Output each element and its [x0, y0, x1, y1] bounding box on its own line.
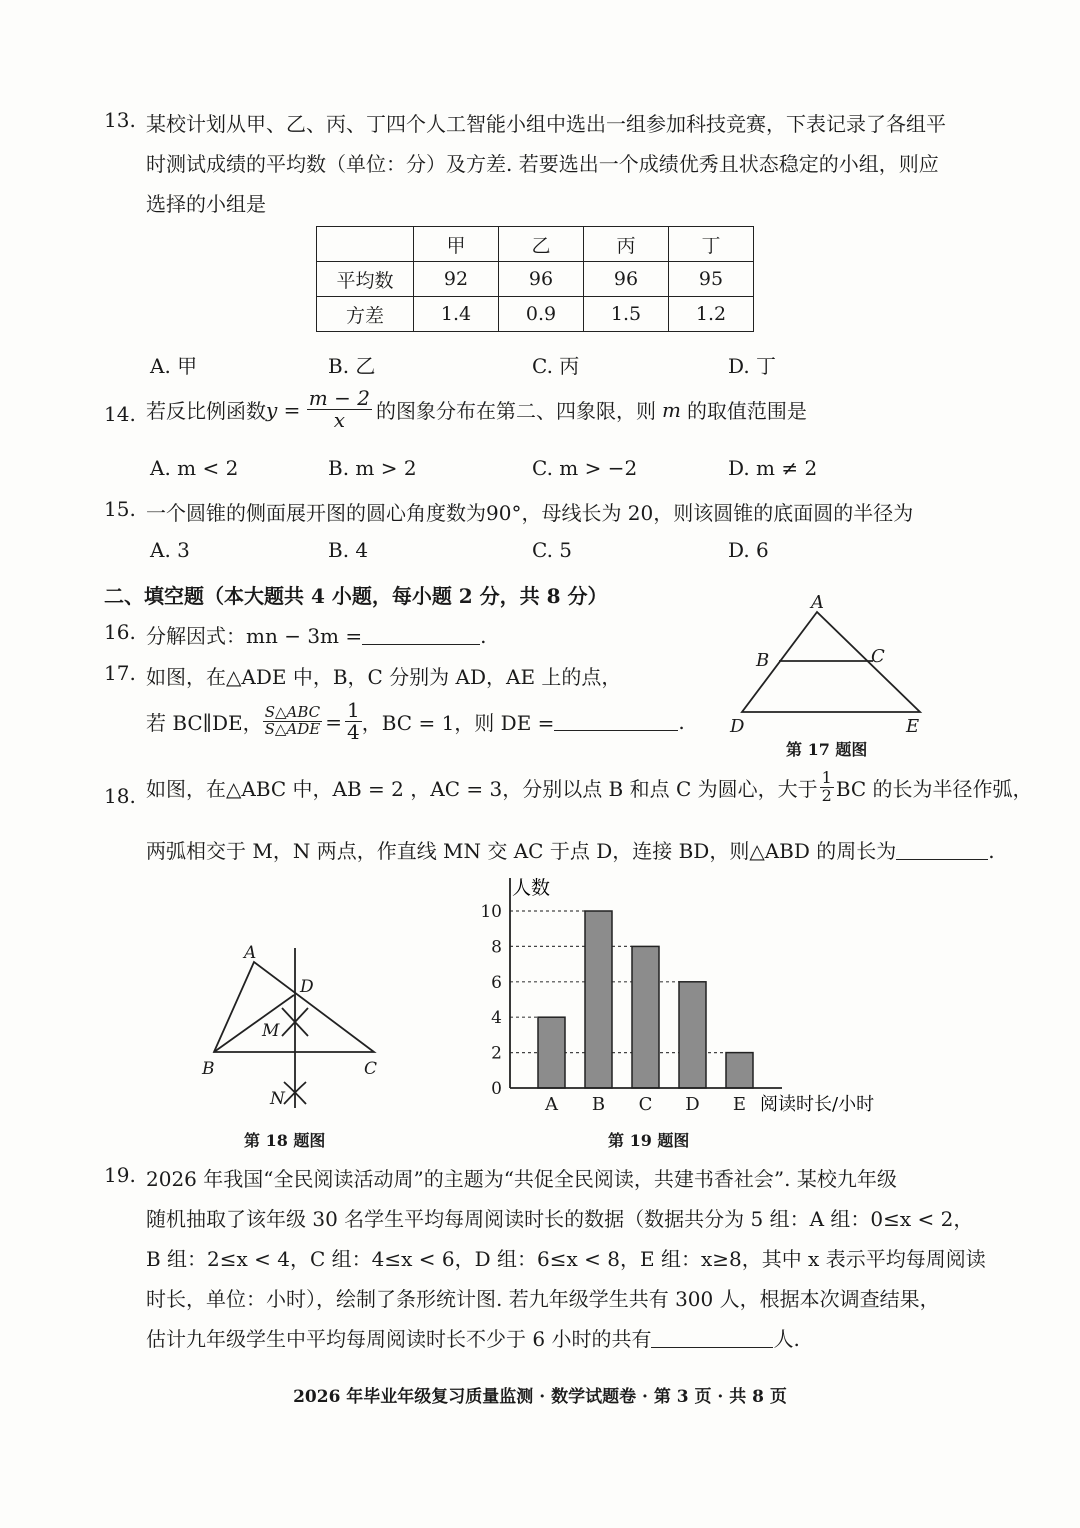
q17-text-pre: 若 BC∥DE， — [146, 711, 263, 735]
q18-text-pre: 如图，在△ABC 中，AB = 2 ，AC = 3，分别以点 B 和点 C 为圆心，大于 — [146, 776, 818, 801]
q15-number: 15. — [104, 497, 136, 521]
q14-number: 14. — [104, 402, 136, 426]
label-b: B — [756, 650, 770, 671]
label-a: A — [244, 943, 257, 963]
label-c: C — [871, 646, 885, 667]
q17-area-denominator: S△ADE — [264, 720, 321, 738]
table-cell: 92 — [414, 262, 499, 297]
q19-text-line3: B 组：2≤x < 4，C 组：4≤x < 6，D 组：6≤x < 8，E 组：x≥8，其中 x 表示平均每周阅读 — [146, 1247, 986, 1271]
q15-option-d: D. 6 — [728, 538, 769, 562]
y-tick-label: 8 — [491, 937, 502, 958]
x-tick-label: A — [545, 1094, 558, 1115]
q13-text-line1: 某校计划从甲、乙、丙、丁四个人工智能小组中选出一组参加科技竞赛，下表记录了各组平 — [146, 112, 946, 136]
q14-var-y: y — [266, 397, 278, 422]
table-cell: 1.5 — [584, 297, 669, 332]
q18-half-denominator: 2 — [821, 785, 832, 805]
table-cell: 1.4 — [414, 297, 499, 332]
table-cell: 方差 — [317, 297, 414, 332]
q19-text-line4: 时长，单位：小时），绘制了条形统计图. 若九年级学生共有 300 人，根据本次调查结果， — [146, 1287, 940, 1311]
q17-area-fraction — [263, 705, 323, 738]
q19-number: 19. — [104, 1163, 136, 1187]
q19-text-line1: 2026 年我国“全民阅读活动周”的主题为“共促全民阅读，共建书香社会”. 某校九年级 — [146, 1167, 897, 1191]
x-tick-label: E — [732, 1094, 747, 1115]
q17-ratio-denominator: 4 — [347, 720, 360, 744]
bar — [679, 982, 706, 1088]
q14-text-post2: 的取值范围是 — [686, 399, 807, 423]
label-d: D — [730, 716, 745, 737]
bar — [726, 1053, 753, 1088]
q13-option-b: B. 乙 — [328, 354, 376, 378]
q17-area-numerator: S△ABC — [264, 703, 321, 722]
q16-text — [146, 620, 486, 649]
bar — [585, 911, 612, 1088]
q19-text-line5 — [146, 1323, 800, 1352]
q13-score-table — [316, 226, 754, 332]
table-cell: 乙 — [499, 227, 584, 262]
q14-fraction-numerator: m − 2 — [308, 386, 370, 410]
q14-option-d: D. m ≠ 2 — [728, 456, 818, 480]
q17-text-line1: 如图，在△ADE 中，B，C 分别为 AD，AE 上的点， — [146, 665, 622, 689]
q19-unit: 人. — [773, 1327, 800, 1351]
table-cell: 甲 — [414, 227, 499, 262]
table-header-row — [317, 227, 754, 262]
table-cell: 丁 — [669, 227, 754, 262]
q14-option-c: C. m > −2 — [532, 456, 638, 480]
q17-text-post: ，BC = 1，则 DE = — [361, 711, 555, 735]
y-tick-label: 6 — [491, 972, 502, 993]
y-axis-label: 人数 — [512, 877, 551, 899]
table-cell: 96 — [584, 262, 669, 297]
q18-text-line2 — [146, 835, 995, 864]
q15-option-a: A. 3 — [150, 538, 190, 562]
label-m: M — [262, 1021, 280, 1041]
q17-period: . — [678, 709, 685, 734]
q14-var-m: m — [661, 397, 681, 422]
q15-text: 一个圆锥的侧面展开图的圆心角度数为90°，母线长为 20，则该圆锥的底面圆的半径为 — [146, 501, 914, 525]
q14-option-b: B. m > 2 — [328, 456, 417, 480]
q17-ratio-numerator: 1 — [347, 698, 360, 722]
label-e: E — [906, 716, 920, 737]
q13-option-c: C. 丙 — [532, 354, 580, 378]
q18-half-numerator: 1 — [821, 768, 832, 787]
table-cell: 0.9 — [499, 297, 584, 332]
q19-caption: 第 19 题图 — [608, 1131, 690, 1150]
label-a: A — [811, 592, 824, 613]
q14-text — [146, 388, 807, 431]
q18-construction-figure — [196, 938, 396, 1118]
q19-bar-chart — [470, 868, 910, 1126]
q14-text-post1: 的图象分布在第二、四象限，则 — [375, 399, 656, 423]
x-tick-label: D — [685, 1094, 700, 1115]
q19-text-line2: 随机抽取了该年级 30 名学生平均每周阅读时长的数据（数据共分为 5 组：A 组：0≤x < 2， — [146, 1207, 974, 1231]
q13-text-line2: 时测试成绩的平均数（单位：分）及方差. 若要选出一个成绩优秀且状态稳定的小组，则应 — [146, 152, 939, 176]
x-axis-label: 阅读时长/小时 — [760, 1094, 875, 1115]
q14-fraction — [307, 388, 372, 431]
q18-answer-blank[interactable] — [896, 841, 988, 860]
table-row — [317, 297, 754, 332]
q17-text-line2 — [146, 700, 685, 743]
q17-number: 17. — [104, 661, 136, 685]
q13-number: 13. — [104, 108, 136, 132]
q17-answer-blank[interactable] — [554, 712, 678, 731]
table-cell: 96 — [499, 262, 584, 297]
q17-triangle-figure — [720, 590, 940, 740]
q13-text-line3: 选择的小组是 — [146, 192, 266, 216]
q15-option-b: B. 4 — [328, 538, 369, 562]
q19-text-line5-body: 估计九年级学生中平均每周阅读时长不少于 6 小时的共有 — [146, 1327, 652, 1351]
table-cell: 丙 — [584, 227, 669, 262]
y-tick-label: 2 — [491, 1043, 502, 1064]
q18-caption: 第 18 题图 — [244, 1131, 326, 1150]
label-c: C — [364, 1059, 378, 1079]
x-tick-label: B — [591, 1094, 606, 1115]
bar — [538, 1017, 565, 1088]
q19-answer-blank[interactable] — [651, 1329, 773, 1348]
y-tick-label: 4 — [491, 1008, 502, 1029]
label-d: D — [300, 977, 314, 997]
x-tick-label: C — [638, 1094, 653, 1115]
q14-text-pre: 若反比例函数 — [146, 399, 266, 423]
q17-ratio-fraction — [345, 700, 362, 743]
triangle-abc — [214, 962, 374, 1052]
q14-option-a: A. m < 2 — [150, 456, 239, 480]
q17-caption: 第 17 题图 — [786, 740, 868, 759]
q15-option-c: C. 5 — [532, 538, 573, 562]
q18-text-post: BC 的长为半径作弧， — [835, 776, 1033, 801]
section-heading: 二、填空题（本大题共 4 小题，每小题 2 分，共 8 分） — [104, 584, 608, 608]
table-cell: 95 — [669, 262, 754, 297]
label-n: N — [270, 1089, 285, 1109]
bar — [632, 946, 659, 1088]
q13-option-a: A. 甲 — [150, 354, 198, 378]
q18-period: . — [988, 839, 995, 863]
q14-fraction-denominator: x — [333, 408, 346, 432]
table-cell: 平均数 — [317, 262, 414, 297]
q18-text-line2-body: 两弧相交于 M，N 两点，作直线 MN 交 AC 于点 D，连接 BD，则△ABD 的周长为 — [146, 839, 897, 863]
label-b: B — [202, 1059, 215, 1079]
q14-equals: = — [277, 397, 307, 422]
q18-text-line1 — [146, 770, 1033, 805]
q16-expression: 分解因式：mn − 3m = — [146, 624, 363, 648]
q13-option-d: D. 丁 — [728, 354, 777, 378]
y-tick-label: 0 — [491, 1079, 502, 1099]
q16-period: . — [480, 624, 487, 648]
table-row — [317, 262, 754, 297]
table-cell: 1.2 — [669, 297, 754, 332]
q18-half-fraction — [820, 770, 834, 805]
page-footer: 2026 年毕业年级复习质量监测 · 数学试题卷 · 第 3 页 · 共 8 页 — [293, 1387, 787, 1407]
table-cell — [317, 227, 414, 262]
y-tick-label: 10 — [480, 902, 502, 922]
q18-number: 18. — [104, 784, 136, 808]
q16-number: 16. — [104, 620, 136, 644]
q17-equals: = — [325, 709, 342, 734]
q16-answer-blank[interactable] — [362, 626, 480, 645]
